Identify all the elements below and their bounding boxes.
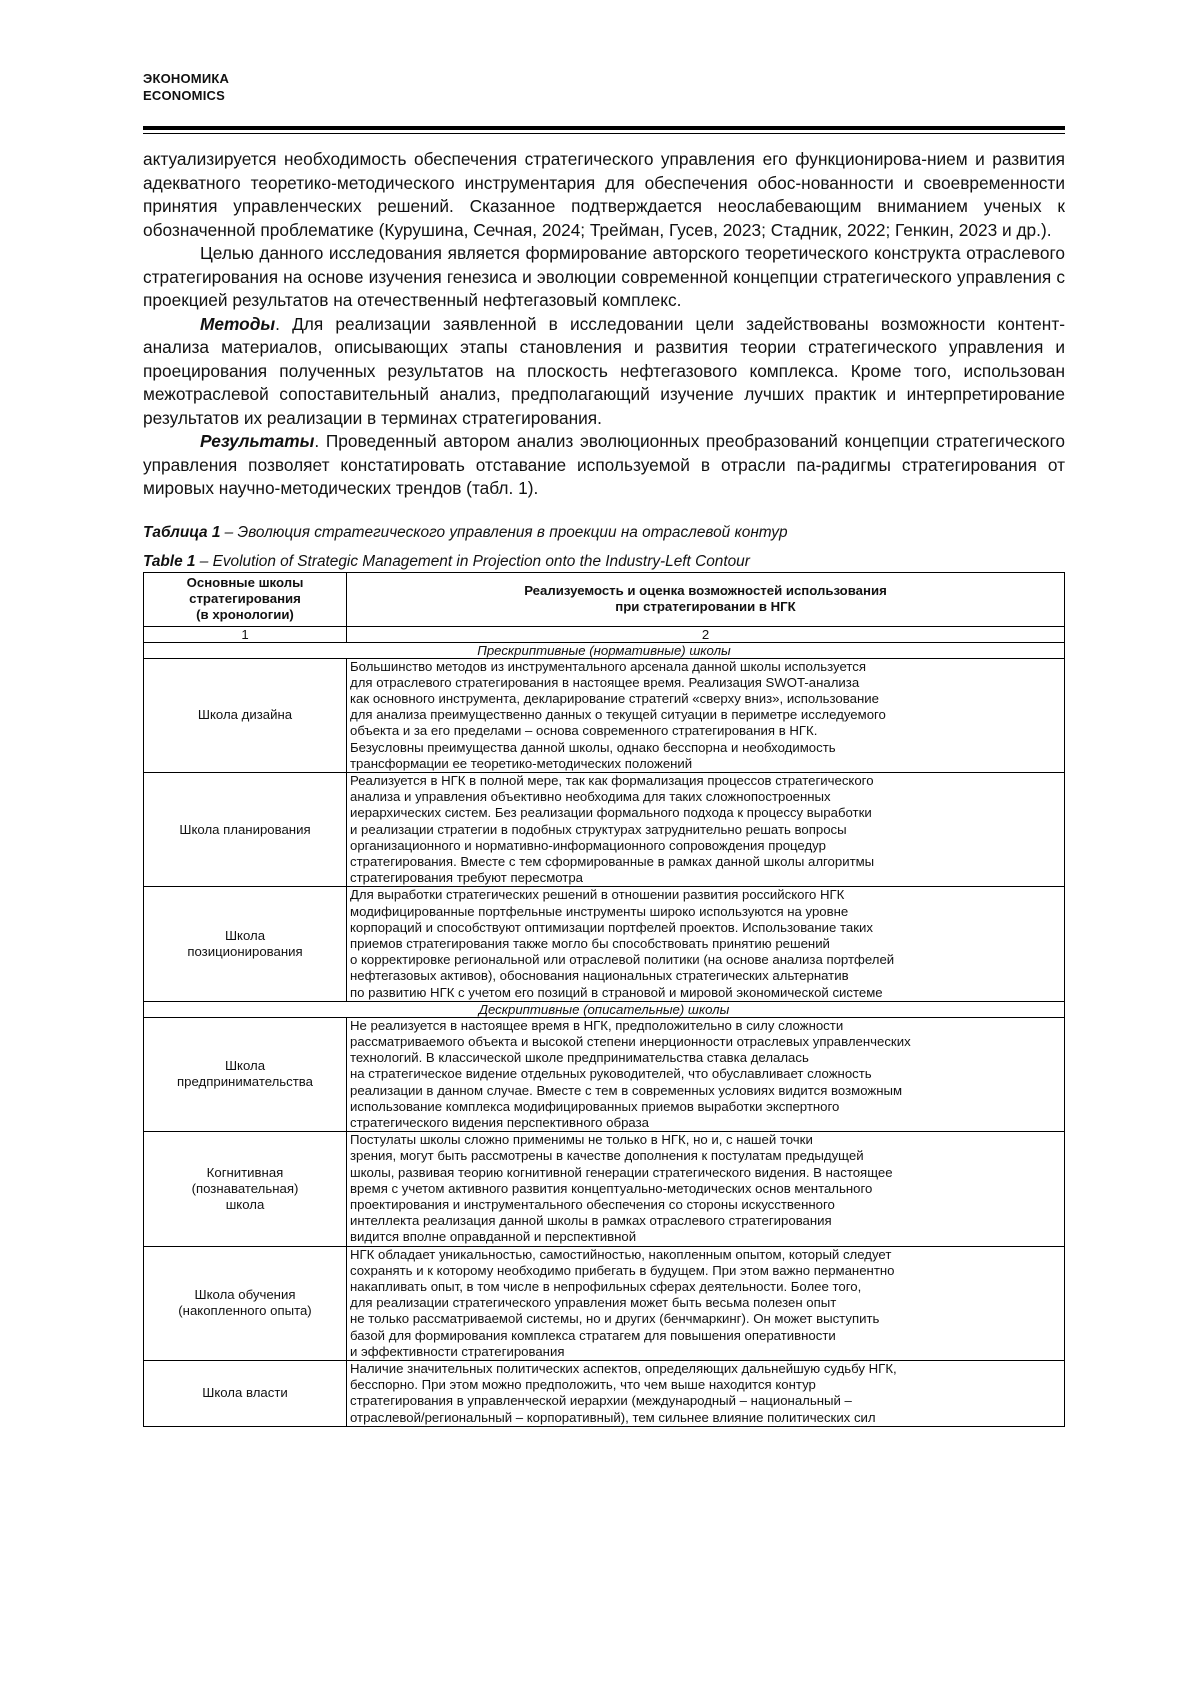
table-row [144, 1361, 1065, 1427]
assessment-line: анализа и управления объективно необходима для таких сложнопостроенных [350, 789, 831, 805]
running-head-en: ECONOMICS [143, 88, 225, 103]
school-assessment [347, 1017, 1065, 1131]
section-prescriptive [144, 642, 1065, 658]
table-row [144, 1246, 1065, 1360]
column-number-row [144, 626, 1065, 642]
school-name [144, 658, 347, 772]
assessment-line: организационного и нормативно-информационного сопровождения процедур [350, 837, 826, 853]
school-name-line: школа [225, 1197, 265, 1212]
assessment-line: для отраслевого стратегирования в настоящее время. Реализация SWOT-анализа [350, 674, 860, 690]
section-descriptive-label: Дескриптивные (описательные) школы [144, 1001, 1065, 1017]
assessment-line: технологий. В классической школе предпринимательства ставка делалась [350, 1050, 809, 1066]
assessment-line: Не реализуется в настоящее время в НГК, предположительно в силу сложности [350, 1017, 844, 1033]
school-name-line: позиционирования [187, 944, 303, 960]
table-row [144, 1132, 1065, 1246]
assessment-line: стратегирования. Вместе с тем сформированные в рамках данной школы алгоритмы [350, 853, 875, 869]
school-name-line: предпринимательства [177, 1074, 313, 1090]
assessment-line: о корректировке региональной или отраслевой политики (на основе анализа портфелей [350, 952, 895, 968]
paragraph-methods [143, 313, 1065, 431]
school-assessment [347, 1361, 1065, 1427]
results-text: . Проведенный автором анализ эволюционных преобразований концепции стратегического управления позволяет констатировать отставание используемой в отрасли па-радигмы стратегирования от мировых научно-методических трендов (табл. 1). [143, 431, 1065, 498]
assessment-line: Безусловны преимущества данной школы, однако бесспорна и необходимость [350, 739, 836, 755]
assessment-line: сохранять и к которому необходимо прибегать в будущем. При этом важно перманентно [350, 1262, 895, 1278]
school-assessment [347, 772, 1065, 886]
assessment-line: накапливать опыт, в том числе в непрофильных сферах деятельности. Более того, [350, 1279, 862, 1295]
assessment-line: стратегирования в управленческой иерархии (международный – национальный – [350, 1393, 852, 1409]
assessment-line: не только рассматриваемой системы, но и других (бенчмаркинг). Он может выступить [350, 1311, 880, 1327]
paragraph-results [143, 430, 1065, 501]
school-assessment [347, 658, 1065, 772]
results-lead: Результаты [200, 431, 315, 451]
assessment-line: интеллекта реализация данной школы в рамках отраслевого стратегирования [350, 1213, 832, 1229]
page [143, 70, 1065, 1427]
assessment-line: нефтегазовых активов), обоснования национальных стратегических альтернатив [350, 968, 849, 984]
table-caption-ru [143, 523, 1065, 543]
school-name [144, 1246, 347, 1360]
assessment-line: по развитию НГК с учетом его позиций в страновой и мировой экономической системе [350, 984, 883, 1000]
header-schools [144, 572, 347, 626]
assessment-line: для реализации стратегического управления может быть весьма полезен опыт [350, 1295, 837, 1311]
paragraph-2: Целью данного исследования является формирование авторского теоретического конструкта отраслевого стратегирования на основе изучения генезиса и эволюции современной концепции стратегического управления с проекцией результатов на отечественный нефтегазовый комплекс. [143, 243, 1065, 310]
running-head-ru: ЭКОНОМИКА [143, 71, 230, 86]
table-caption-en [143, 552, 1065, 572]
assessment-line: как основного инструмента, декларирование стратегий «сверху вниз», использование [350, 690, 879, 706]
assessment-line: отраслевой/региональный – корпоративный), тем сильнее влияние политических сил [350, 1409, 876, 1425]
table-caption-ru-label: Таблица 1 [143, 523, 221, 541]
assessment-line: Большинство методов из инструментального арсенала данной школы используется [350, 658, 867, 674]
school-name [144, 1132, 347, 1246]
header-rule-thick [143, 126, 1065, 130]
assessment-line: проектирования и инструментального обеспечения со стороны искусственного [350, 1197, 835, 1212]
running-head [143, 70, 1065, 104]
assessment-line: бесспорно. При этом можно предположить, что чем выше находится контур [350, 1377, 816, 1393]
header-rule-thin [143, 133, 1065, 134]
body-text [143, 148, 1065, 501]
header-feasibility-line: при стратегировании в НГК [615, 599, 796, 614]
assessment-line: трансформации ее теоретико-методических положений [350, 755, 693, 771]
header-feasibility [347, 572, 1065, 626]
school-name-line: (накопленного опыта) [178, 1303, 312, 1319]
school-name-line: Школа планирования [179, 821, 311, 837]
school-assessment [347, 1132, 1065, 1246]
school-name-line: Школа обучения [194, 1287, 296, 1303]
assessment-line: стратегического видения перспективного образа [350, 1114, 649, 1130]
assessment-line: время с учетом активного развития концептуально-методических основ ментального [350, 1180, 873, 1196]
assessment-line: и реализации стратегии в подобных структурах затруднительно решать вопросы [350, 821, 847, 837]
methods-lead: Методы [200, 313, 276, 334]
header-schools-line: стратегирования [189, 591, 301, 606]
header-feasibility-line: Реализуемость и оценка возможностей использования [524, 583, 887, 598]
school-name-line: Школа власти [202, 1385, 288, 1401]
table-caption-ru-text: – Эволюция стратегического управления в проекции на отраслевой контур [220, 523, 788, 541]
header-schools-line: (в хронологии) [196, 607, 294, 622]
column-number-1: 1 [144, 626, 347, 642]
assessment-line: иерархических систем. Без реализации формального подхода к процессу выработки [350, 805, 872, 821]
column-number-2: 2 [347, 626, 1065, 642]
assessment-line: Постулаты школы сложно применимы не только в НГК, но и, с нашей точки [350, 1132, 813, 1148]
section-prescriptive-label: Прескриптивные (нормативные) школы [144, 642, 1065, 658]
assessment-line: и эффективности стратегирования [350, 1343, 565, 1359]
table-row [144, 658, 1065, 772]
assessment-line: реализации в данном случае. Вместе с тем в современных условиях видится возможным [350, 1082, 903, 1098]
assessment-line: стратегирования требуют пересмотра [350, 870, 584, 886]
assessment-line: Для выработки стратегических решений в отношении развития российского НГК [350, 887, 845, 903]
assessment-line: школы, развивая теорию когнитивной генерации стратегического видения. В настоящее [350, 1164, 893, 1180]
table-caption-en-label: Table 1 [143, 552, 196, 570]
school-name-line: Школа дизайна [197, 707, 293, 723]
header-schools-line: Основные школы [186, 575, 304, 590]
school-assessment [347, 1246, 1065, 1360]
evolution-table [143, 572, 1065, 1427]
assessment-line: использование комплекса модифицированных приемов выработки экспертного [350, 1098, 840, 1114]
school-name [144, 1017, 347, 1131]
section-descriptive [144, 1001, 1065, 1017]
paragraph-1: актуализируется необходимость обеспечения стратегического управления его функционирова-нием и развития адекватного теоретико-методического инструментария для обеспечения обос-нованности и своевременности принятия управленческих решений. Сказанное подтверждается неослабевающим вниманием ученых к обозначенной проблематике (Курушина, Сечная, 2024; Трейман, Гусев, 2023; Стадник, 2022; Генкин, 2023 и др.). [143, 149, 1065, 240]
school-assessment [347, 887, 1065, 1001]
assessment-line: модифицированные портфельные инструменты широко используются на уровне [350, 903, 849, 919]
assessment-line: рассматриваемого объекта и высокой степени инерционности отраслевых управленческих [350, 1033, 911, 1049]
table-row [144, 772, 1065, 886]
methods-text: . Для реализации заявленной в исследовании цели задействованы возможности контент-анализа материалов, описывающих этапы становления и развития теории стратегического управления и проецирования полученных результатов на плоскость нефтегазового комплекса. Кроме того, использован межотраслевой сопоставительный анализ, предполагающий изучение лучших практик и интерпретирование результатов их реализации в терминах стратегирования. [143, 313, 1065, 428]
school-name-line: Когнитивная [206, 1164, 284, 1180]
assessment-line: приемов стратегирования также могло бы способствовать принятию решений [350, 935, 830, 951]
assessment-line: видится вполне оправданной и перспективной [350, 1229, 637, 1245]
assessment-line: на стратегическое видение отдельных руководителей, что обуславливает сложность [350, 1066, 872, 1082]
assessment-line: объекта и за его пределами – основа современного стратегирования в НГК. [350, 723, 818, 739]
table-row [144, 887, 1065, 1001]
assessment-line: зрения, могут быть рассмотрены в качестве дополнения к постулатам предыдущей [350, 1148, 864, 1164]
school-name [144, 772, 347, 886]
school-name [144, 1361, 347, 1427]
assessment-line: корпораций и способствуют оптимизации портфелей проектов. Использование таких [350, 919, 873, 935]
assessment-line: Наличие значительных политических аспектов, определяющих дальнейшую судьбу НГК, [350, 1361, 897, 1377]
table-row [144, 1017, 1065, 1131]
school-name-line: (познавательная) [191, 1180, 299, 1196]
assessment-line: для анализа преимущественно данных о текущей ситуации в периметре исследуемого [350, 707, 886, 723]
table-caption-en-text: – Evolution of Strategic Management in Projection onto the Industry-Left Contour [195, 552, 750, 570]
assessment-line: НГК обладает уникальностью, самостийностью, накопленным опытом, который следует [350, 1246, 892, 1262]
school-name-line: Школа [224, 927, 266, 943]
assessment-line: базой для формирования комплекса стратагем для повышения оперативности [350, 1327, 836, 1343]
table-header-row [144, 572, 1065, 626]
school-name-line: Школа [224, 1058, 266, 1074]
school-name [144, 887, 347, 1001]
assessment-line: Реализуется в НГК в полной мере, так как формализация процессов стратегического [350, 772, 874, 788]
